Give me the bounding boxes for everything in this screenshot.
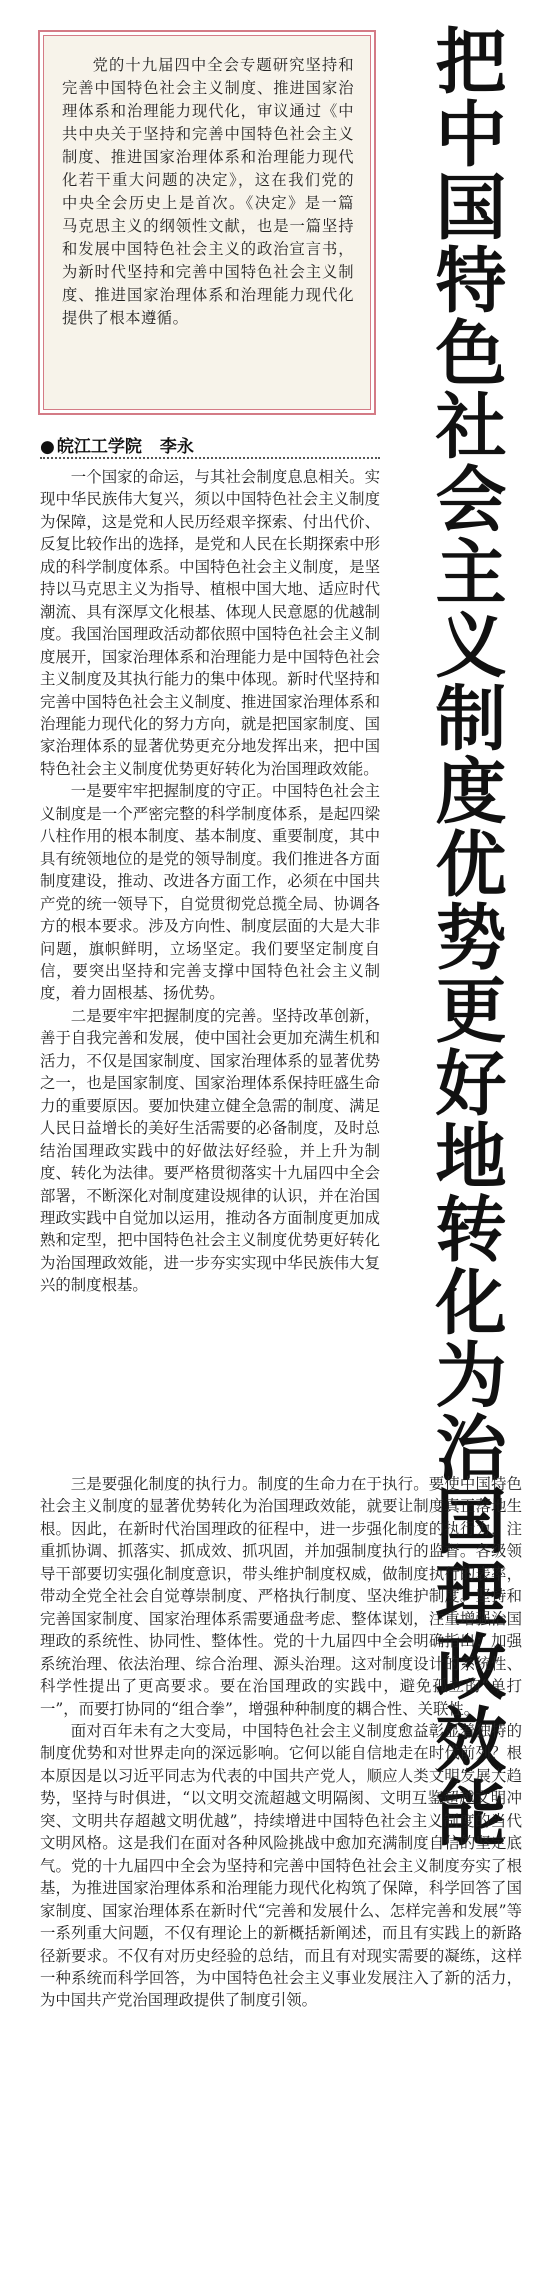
body-paragraph-2: 一是要牢牢把握制度的守正。中国特色社会主义制度是一个严密完整的科学制度体系，是起四梁八柱作用的根本制度、基本制度、重要制度，其中具有统领地位的是党的领导制度。我们推进各方面制度建设，推动、改进各方面工作，必须在中国共产党的统一领导下，自觉贯彻党总揽全局、协调各方的根本要求。涉及方向性、制度层面的大是大非问题，旗帜鲜明，立场坚定。我们要坚定制度自信，要突出坚持和完善支撑中国特色社会主义制度，着力固根基、扬优势。 (40, 782, 380, 1003)
body-paragraph-3: 二是要牢牢把握制度的完善。坚持改革创新，善于自我完善和发展，使中国社会更加充满生机和活力，不仅是国家制度、国家治理体系的显著优势之一，也是国家制度、国家治理体系保持旺盛生命力的重要原因。要加快建立健全急需的制度、满足人民日益增长的美好生活需要的必备制度，及时总结治国理政实践中的好做法好经验，并上升为制度、转化为法律。要严格贯彻落实十九届四中全会部署，不断深化对制度建设规律的认识，并在治国理政实践中自觉加以运用，推动各方面制度更加成熟和定型，把中国特色社会主义制度优势更好转化为治国理政效能，进一步夯实实现中华民族伟大复兴的制度根基。 (40, 1006, 380, 1295)
byline (40, 432, 380, 457)
byline-marker: ● (40, 437, 55, 457)
body-column-narrow (40, 466, 380, 1297)
abstract-text: 党的十九届四中全会专题研究坚持和完善中国特色社会主义制度、推进国家治理体系和治理能力现代化，审议通过《中共中央关于坚持和完善中国特色社会主义制度、推进国家治理体系和治理能力现代化若干重大问题的决定》，这在我们党的中央全会历史上是首次。《决定》是一篇马克思主义的纲领性文献，也是一篇坚持和发展中国特色社会主义的政治宣言书，为新时代坚持和完善中国特色社会主义制度、推进国家治理体系和治理能力现代化提供了根本遵循。 (43, 35, 371, 410)
body-paragraph-5: 面对百年未有之大变局，中国特色社会主义制度愈益彰显着独特的制度优势和对世界走向的深远影响。它何以能自信地走在时代前列？根本原因是以习近平同志为代表的中国共产党人，顺应人类文明发展大趋势，坚持与时俱进，“以文明交流超越文明隔阂、文明互鉴超越文明冲突、文明共存超越文明优越”，持续增进中国特色社会主义制度的当代文明风格。这是我们在面对各种风险挑战中愈加充满制度自信的坚定底气。党的十九届四中全会为坚持和完善中国特色社会主义制度夯实了根基，为推进国家治理体系和治理能力现代化构筑了保障，科学回答了国家制度、国家治理体系在新时代“完善和发展什么、怎样完善和发展”等一系列重大问题，不仅有理论上的新概括新阐述，而且有实践上的新路径新要求。不仅有对历史经验的总结，而且有对现实需要的凝练，这样一种系统而科学回答，为中国特色社会主义事业发展注入了新的活力，为中国共产党治国理政提供了制度引领。 (40, 1721, 522, 2010)
headline: 把中国特色社会主义制度优势更好地转化为治国理政效能 (424, 24, 507, 1849)
body-column-wide (40, 1473, 522, 2012)
byline-affiliation: 皖江工学院 (56, 437, 142, 457)
byline-divider (40, 457, 380, 459)
abstract-box (38, 30, 376, 415)
body-paragraph-4: 三是要强化制度的执行力。制度的生命力在于执行。要使中国特色社会主义制度的显著优势转化为治国理政效能，就要让制度真正落地生根。因此，在新时代治国理政的征程中，进一步强化制度的执行力，注重抓协调、抓落实、抓成效、抓巩固，并加强制度执行的监督。各级领导干部要切实强化制度意识，带头维护制度权威，做制度执行的表率，带动全党全社会自觉尊崇制度、严格执行制度、坚决维护制度。坚持和完善国家制度、国家治理体系需要通盘考虑、整体谋划，注重增强治国理政的系统性、协同性、整体性。党的十九届四中全会明确指出：加强系统治理、依法治理、综合治理、源头治理。这对制度设计的系统性、科学性提出了更高要求。要在治国理政的实践中，避免孤立的“单打一”，而要打协同的“组合拳”，增强种种制度的耦合性、关联性。 (40, 1475, 522, 1718)
byline-author: 李永 (159, 437, 194, 457)
body-paragraph-1: 一个国家的命运，与其社会制度息息相关。实现中华民族伟大复兴，须以中国特色社会主义制度为保障，这是党和人民历经艰辛探索、付出代价、反复比较作出的选择，是党和人民在长期探索中形成的科学制度体系。中国特色社会主义制度，是坚持以马克思主义为指导、植根中国大地、适应时代潮流、具有深厚文化根基、体现人民意愿的优越制度。我国治国理政活动都依照中国特色社会主义制度展开，国家治理体系和治理能力是中国特色社会主义制度及其执行能力的集中体现。新时代坚持和完善中国特色社会主义制度、推进国家治理体系和治理能力现代化的努力方向，就是把国家制度、国家治理体系的显著优势更充分地发挥出来，把中国特色社会主义制度优势更好转化为治国理政效能。 (40, 468, 380, 778)
